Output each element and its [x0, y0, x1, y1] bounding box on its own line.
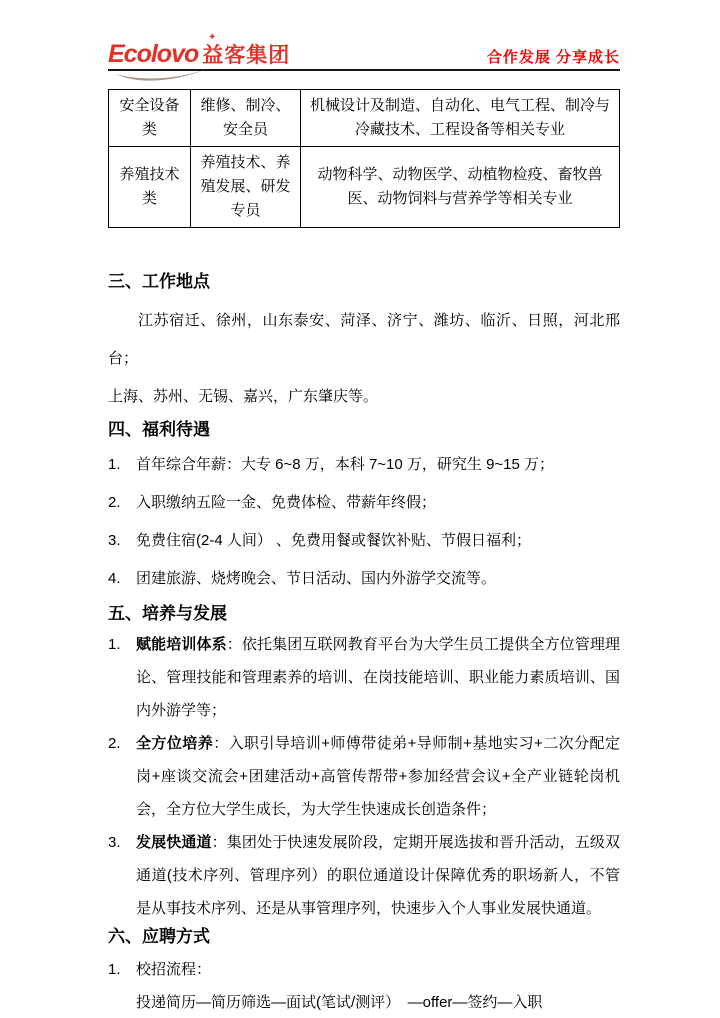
item-number: 3. [108, 834, 121, 851]
category-cell: 养殖技术类 [109, 147, 191, 228]
item-term: 发展快通道 [136, 834, 212, 851]
item-term: 赋能培训体系 [136, 636, 227, 653]
item-description: ：集团处于快速发展阶段，定期开展选拔和晋升活动，五级双通道(技术序列、管理序列）的职位通道设计保障优秀的职场新人，不管是从事技术序列、还是从事管理序列，快速步入个人事业发展快通道。 [136, 834, 620, 917]
section-heading-benefits: 四、福利待遇 [108, 420, 210, 439]
list-item [108, 953, 620, 986]
item-description: ：入职引导培训+师傅带徒弟+导师制+基地实习+二次分配定岗+座谈交流会+团建活动+高管传帮带+参加经营会议+全产业链轮岗机会，全方位大学生成长，为大学生快速成长创造条件； [136, 735, 620, 818]
company-logo [108, 32, 291, 69]
item-number: 1. [108, 636, 121, 653]
sparkle-icon: ✦ [208, 32, 217, 43]
list-item [108, 522, 620, 560]
item-number: 2. [108, 494, 121, 511]
list-item [108, 628, 620, 727]
positions-cell: 养殖技术、养殖发展、研发专员 [191, 147, 301, 228]
item-number: 3. [108, 532, 121, 549]
table-row [109, 90, 620, 147]
location-line1: 江苏宿迁、徐州，山东泰安、菏泽、济宁、潍坊、临沂、日照，河北邢台； [108, 312, 620, 367]
logo-swoosh-icon [114, 68, 210, 84]
category-cell: 安全设备类 [109, 90, 191, 147]
item-text: 免费住宿(2-4 人间） 、免费用餐或餐饮补贴、节假日福利； [136, 532, 532, 549]
majors-cell: 动物科学、动物医学、动植物检疫、畜牧兽医、动物饲料与营养学等相关专业 [301, 147, 620, 228]
list-item [108, 826, 620, 925]
logo-wordmark: Ecolovo [108, 40, 199, 68]
item-number: 1. [108, 456, 121, 473]
item-text: 校招流程： [136, 961, 212, 978]
header [108, 25, 620, 69]
job-categories-table [108, 89, 620, 228]
item-text [136, 628, 620, 727]
list-item [108, 560, 620, 598]
item-text [136, 826, 620, 925]
item-text [136, 727, 620, 826]
list-item [108, 446, 620, 484]
item-description: ：依托集团互联网教育平台为大学生员工提供全方位管理理论、管理技能和管理素养的培训、在岗技能培训、职业能力素质培训、国内外游学等； [136, 636, 620, 719]
item-number: 2. [108, 735, 121, 752]
majors-cell: 机械设计及制造、自动化、电气工程、制冷与冷藏技术、工程设备等相关专业 [301, 90, 620, 147]
list-item [108, 484, 620, 522]
table-row [109, 147, 620, 228]
item-number: 1. [108, 961, 121, 978]
item-number: 4. [108, 570, 121, 587]
section-heading-apply: 六、应聘方式 [108, 927, 210, 946]
item-text: 首年综合年薪：大专 6~8 万，本科 7~10 万，研究生 9~15 万； [136, 456, 555, 473]
location-paragraph [108, 302, 620, 416]
positions-cell: 维修、制冷、安全员 [191, 90, 301, 147]
item-text: 团建旅游、烧烤晚会、节日活动、国内外游学交流等。 [136, 570, 497, 587]
section-heading-training: 五、培养与发展 [108, 604, 227, 623]
logo-company-name: 益客集团 [202, 44, 291, 67]
recruiting-flow: 投递简历—简历筛选—面试(笔试/测评） —offer—签约—入职 [136, 994, 543, 1011]
list-item [108, 727, 620, 826]
section-heading-location: 三、工作地点 [108, 272, 210, 291]
item-text: 入职缴纳五险一金、免费体检、带薪年终假； [136, 494, 437, 511]
company-slogan: 合作发展 分享成长 [486, 49, 620, 66]
location-line2: 上海、苏州、无锡、嘉兴，广东肇庆等。 [108, 388, 379, 405]
item-term: 全方位培养 [136, 735, 214, 752]
